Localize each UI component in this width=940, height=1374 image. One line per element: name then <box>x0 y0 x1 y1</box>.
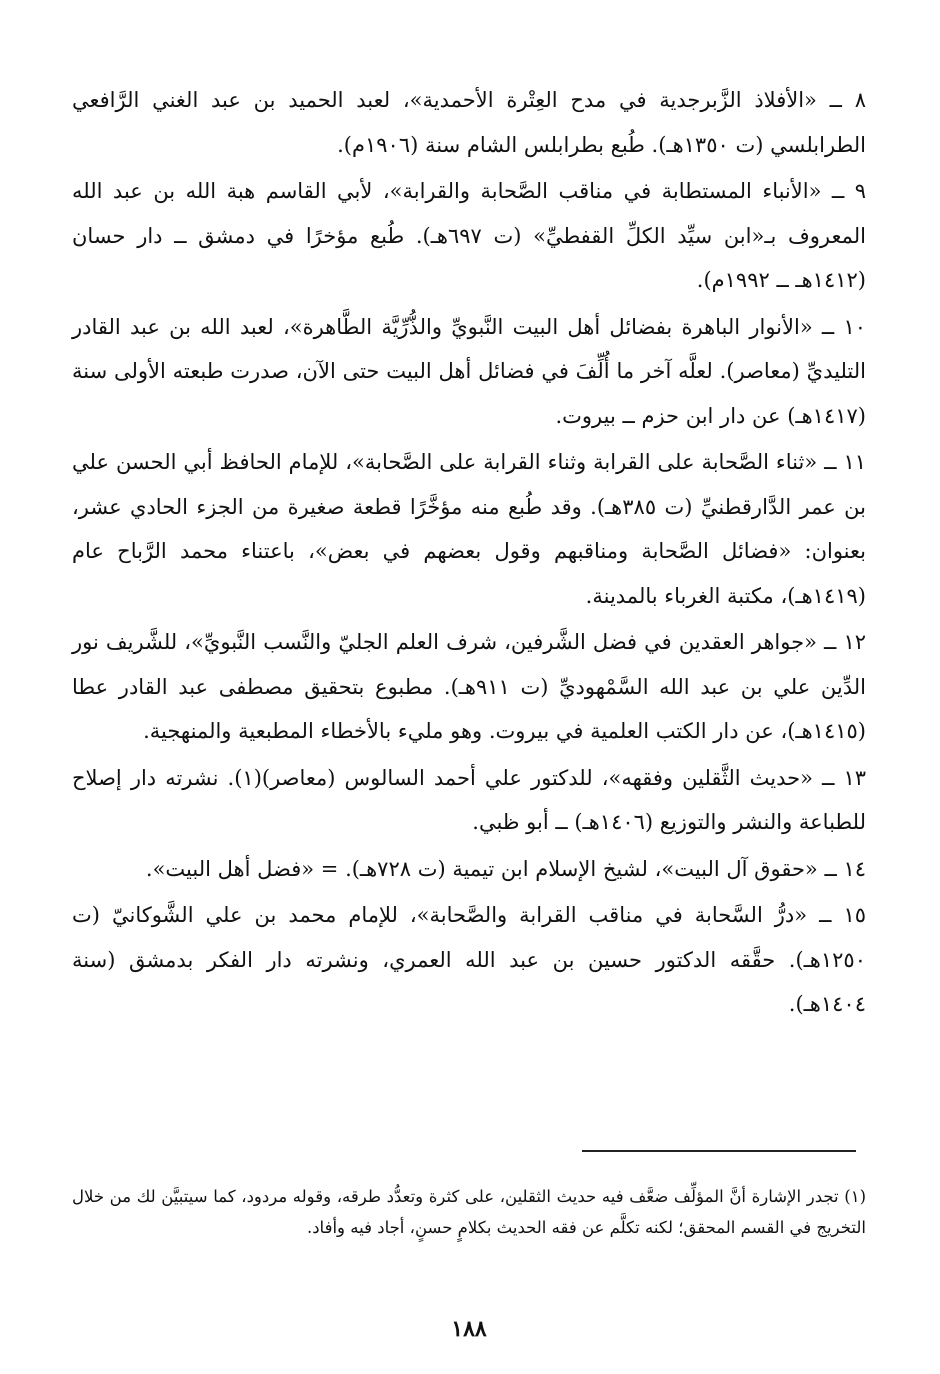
bibliography-entry-10: ١٠ ــ «الأنوار الباهرة بفضائل أهل البيت النَّبويِّ والذُّرِّيَّة الطَّاهرة»، لعبد الله بن عبد القادر التليديِّ (معاصر). لعلَّه آخر ما أُلِّفَ في فضائل أهل البيت حتى الآن، صدرت طبعته الأولى سنة (١٤١٧هـ) عن دار ابن حزم ــ بيروت. <box>72 314 866 428</box>
page-number: ١٨٨ <box>451 1316 487 1342</box>
footnote-1: (١) تجدر الإشارة أنَّ المؤلِّف ضعَّف فيه حديث الثقلين، على كثرة وتعدُّد طرقه، وقوله مردود، كما سيتبيَّن لك من خلال التخريج في القسم المحقق؛ لكنه تكلَّم عن فقه الحديث بكلامٍ حسنٍ، أجاد فيه وأفاد. <box>72 1186 866 1237</box>
bibliography-entry-13: ١٣ ــ «حديث الثَّقلين وفقهه»، للدكتور علي أحمد السالوس (معاصر)(١). نشرته دار إصلاح للطباعة والنشر والتوزيع (١٤٠٦هـ) ــ أبو ظبي. <box>72 765 866 834</box>
bibliography-entry-14: ١٤ ــ «حقوق آل البيت»، لشيخ الإسلام ابن تيمية (ت ٧٢٨هـ). = «فضل أهل البيت». <box>145 856 866 881</box>
book-page <box>72 78 866 1348</box>
bibliography-entry-12: ١٢ ــ «جواهر العقدين في فضل الشَّرفين، شرف العلم الجليّ والنَّسب النَّبويِّ»، للشَّريف نور الدِّين علي بن عبد الله السَّمْهوديِّ (ت ٩١١هـ). مطبوع بتحقيق مصطفى عبد القادر عطا (١٤١٥هـ)، عن دار الكتب العلمية في بيروت. وهو مليء بالأخطاء المطبعية والمنهجية. <box>72 630 867 743</box>
bibliography-entry-15: ١٥ ــ «درُّ السَّحابة في مناقب القرابة والصَّحابة»، للإمام محمد بن علي الشَّوكانيّ (ت ١٢٥٠هـ). حقَّقه الدكتور حسين بن عبد الله العمري، ونشرته دار الفكر بدمشق (سنة ١٤٠٤هـ). <box>72 903 866 1016</box>
footnote-divider <box>582 1150 856 1152</box>
bibliography-entry-8: ٨ ــ «الأفلاذ الزَّبرجدية في مدح العِتْرة الأحمدية»، لعبد الحميد بن عبد الغني الرَّافعي الطرابلسي (ت ١٣٥٠هـ). طُبع بطرابلس الشام سنة (١٩٠٦م). <box>72 88 866 157</box>
bibliography-entry-11: ١١ ــ «ثناء الصَّحابة على القرابة وثناء القرابة على الصَّحابة»، للإمام الحافظ أبي الحسن علي بن عمر الدَّارقطنيِّ (ت ٣٨٥هـ). وقد طُبع منه مؤخَّرًا قطعة صغيرة من الجزء الحادي عشر، بعنوان: «فضائل الصَّحابة ومناقبهم وقول بعضهم في بعض»، باعتناء محمد الرَّباح عام (١٤١٩هـ)، مكتبة الغرباء بالمدينة. <box>72 450 866 608</box>
bibliography-entry-9: ٩ ــ «الأنباء المستطابة في مناقب الصَّحابة والقرابة»، لأبي القاسم هبة الله بن عبد الله المعروف بـ«ابن سيِّد الكلِّ القفطيِّ» (ت ٦٩٧هـ). طُبع مؤخرًا في دمشق ــ دار حسان (١٤١٢هـ ــ ١٩٩٢م). <box>72 179 866 292</box>
